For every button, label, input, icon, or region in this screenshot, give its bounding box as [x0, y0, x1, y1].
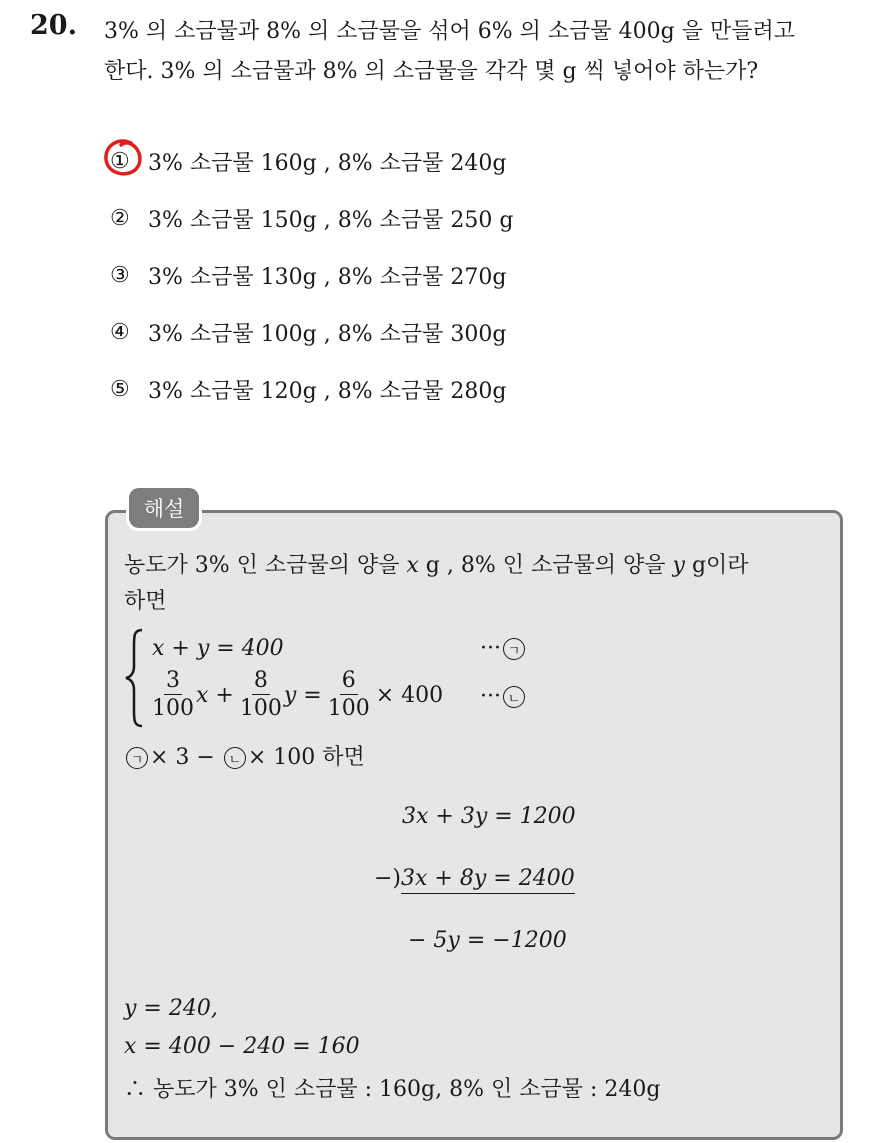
solution-line2: 하면: [124, 589, 167, 614]
result-y: y = 240,: [124, 996, 218, 1021]
equation-system: [124, 628, 564, 728]
choice-number: ①: [110, 149, 130, 174]
left-brace-icon: [124, 628, 146, 728]
choice-number: ④: [110, 320, 130, 345]
circle-label-icon: ㄱ: [503, 638, 525, 660]
calc-line2: −)3x + 8y = 2400: [374, 866, 575, 891]
solution-line1: 농도가 3% 인 소금물의 양을 x g , 8% 인 소금물의 양을 y g이라: [124, 553, 749, 578]
circle-label-icon: ㄱ: [126, 747, 148, 769]
equation-1: x + y = 400: [152, 636, 284, 661]
equation-2: $\frac{3}{100}$ x + $\frac{8}{100}$ y = $\frac{6}{100}$ × 400: [152, 668, 444, 721]
choice-5[interactable]: [110, 374, 506, 405]
result-x: x = 400 − 240 = 160: [124, 1034, 360, 1059]
question-text-line1: 3% 의 소금물과 8% 의 소금물을 섞어 6% 의 소금물 400g 을 만들려고: [104, 19, 795, 44]
choice-number: ③: [110, 263, 130, 288]
choice-number: ⑤: [110, 377, 130, 402]
circle-label-icon: ㄴ: [224, 747, 246, 769]
question-number: 20.: [30, 10, 77, 41]
equation-1-label: ··· ㄱ: [480, 636, 527, 661]
elimination-step: ㄱ × 3 − ㄴ × 100 하면: [124, 740, 365, 771]
calc-line3: − 5y = −1200: [408, 928, 567, 953]
choice-3[interactable]: [110, 260, 506, 291]
choice-text: 3% 소금물 150g , 8% 소금물 250 g: [148, 208, 514, 233]
choice-2[interactable]: [110, 203, 513, 234]
choice-text: 3% 소금물 120g , 8% 소금물 280g: [148, 379, 507, 404]
calc-line1: 3x + 3y = 1200: [402, 804, 576, 829]
final-answer: ∴ 농도가 3% 인 소금물 : 160g, 8% 인 소금물 : 240g: [124, 1077, 661, 1102]
choice-text: 3% 소금물 130g , 8% 소금물 270g: [148, 265, 507, 290]
choice-text: 3% 소금물 100g , 8% 소금물 300g: [148, 322, 507, 347]
circle-label-icon: ㄴ: [503, 686, 525, 708]
choice-text: 3% 소금물 160g , 8% 소금물 240g: [148, 151, 507, 176]
choice-4[interactable]: [110, 317, 506, 348]
choice-1[interactable]: [110, 146, 506, 177]
solution-tag: 해설: [129, 488, 199, 528]
equation-2-label: ··· ㄴ: [480, 684, 527, 709]
question-text-line2: 한다. 3% 의 소금물과 8% 의 소금물을 각각 몇 g 씩 넣어야 하는가?: [104, 59, 759, 84]
choice-number: ②: [110, 206, 130, 231]
